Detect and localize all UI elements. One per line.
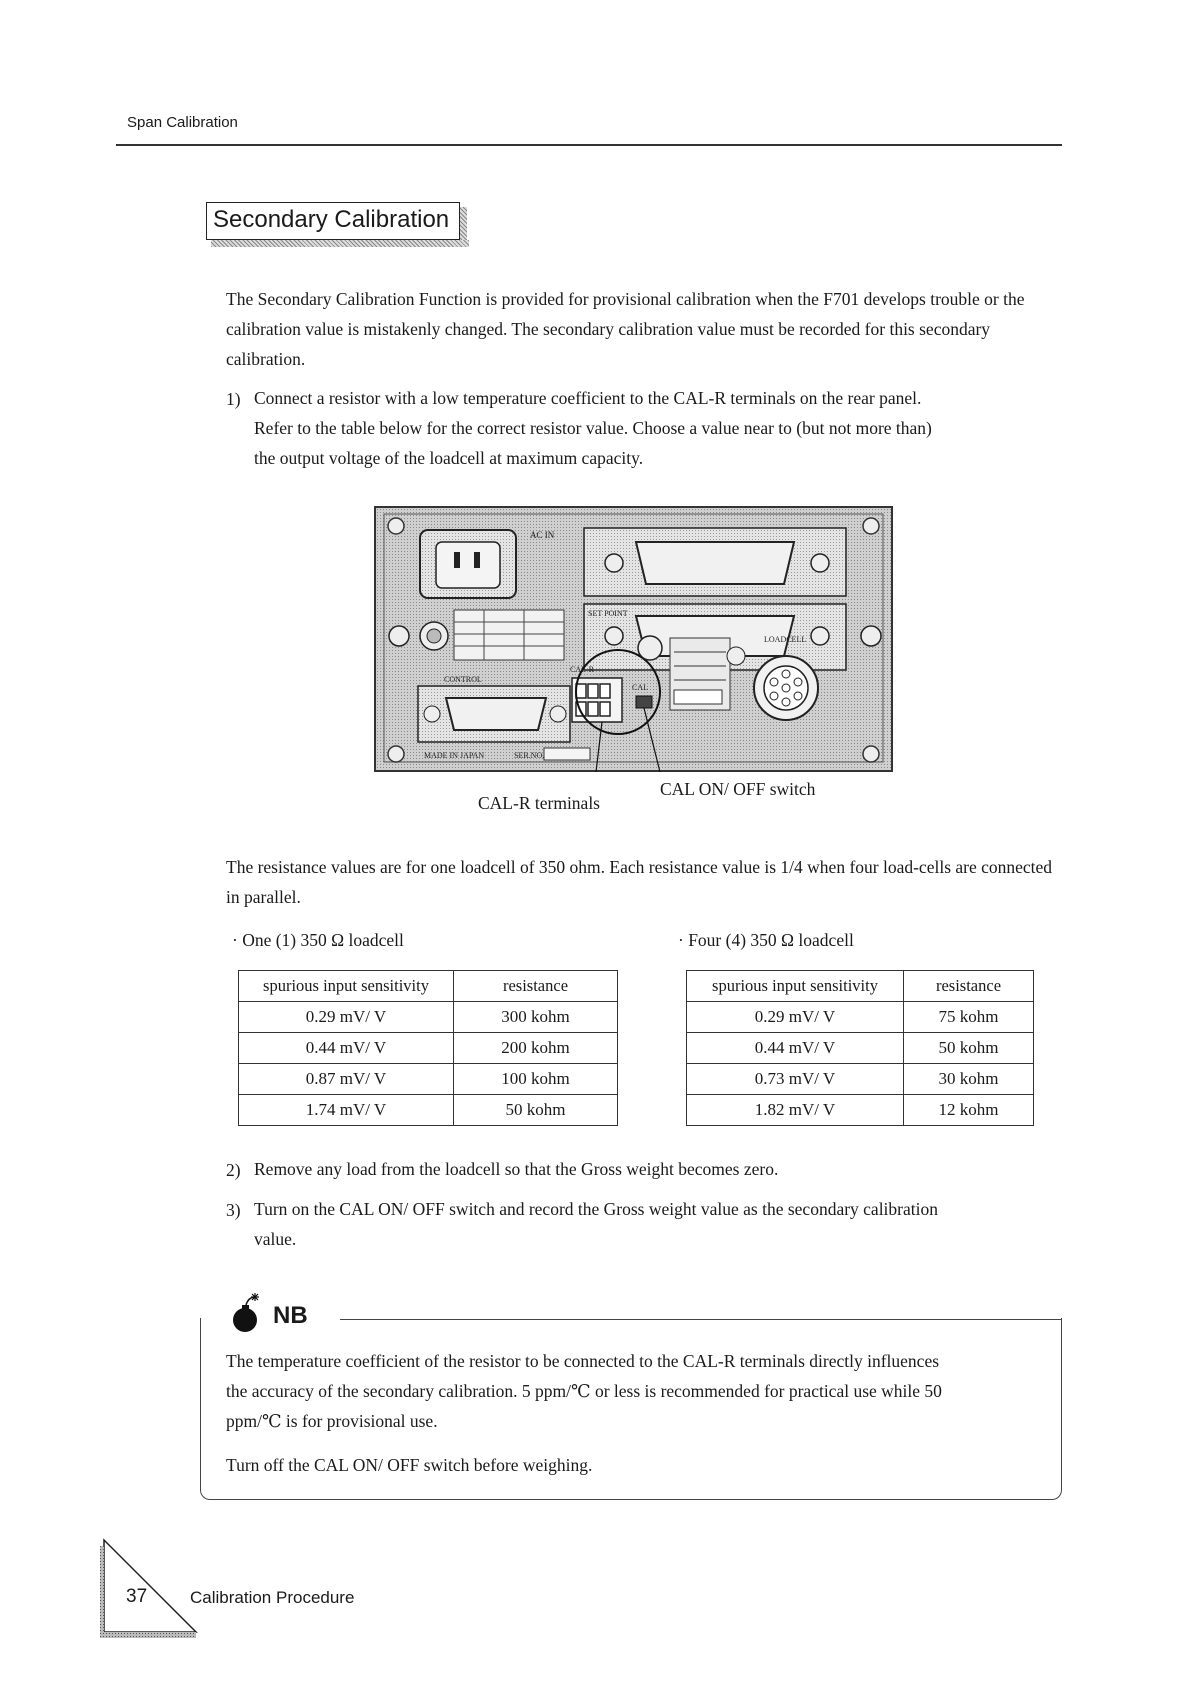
- table-cell: 0.29 mV/ V: [239, 1002, 454, 1033]
- table-row: [239, 1033, 618, 1064]
- bomb-icon: [228, 1292, 264, 1336]
- step-number: 2): [226, 1160, 241, 1180]
- table-row: [687, 1002, 1034, 1033]
- table-cell: 75 kohm: [904, 1002, 1034, 1033]
- panel-control-label: CONTROL: [444, 675, 482, 684]
- rear-panel-figure: [374, 506, 893, 772]
- nb-line: The temperature coefficient of the resistor to be connected to the CAL-R terminals directly influences: [226, 1351, 940, 1371]
- table-row: [239, 1095, 618, 1126]
- step-3-text: [254, 1194, 1054, 1254]
- step-line: the output voltage of the loadcell at maximum capacity.: [254, 448, 644, 468]
- step-number: 3): [226, 1200, 241, 1220]
- cal-r-terminals-label: CAL-R terminals: [478, 793, 600, 813]
- page-corner-triangle: [100, 1528, 200, 1638]
- step-line: value.: [254, 1229, 297, 1249]
- title-box-shadow-bottom: [211, 240, 469, 247]
- table-cell: 0.87 mV/ V: [239, 1064, 454, 1095]
- step-2-text: [254, 1154, 1054, 1184]
- table-header-cell: spurious input sensitivity: [687, 971, 904, 1002]
- panel-ser-no-label: SER.NO.: [514, 751, 545, 760]
- cal-switch-label: CAL ON/ OFF switch: [660, 779, 816, 799]
- table-cell: 30 kohm: [904, 1064, 1034, 1095]
- table-header-row: [687, 971, 1034, 1002]
- section-title: Secondary Calibration: [213, 206, 450, 233]
- table-cell: 0.29 mV/ V: [687, 1002, 904, 1033]
- nb-paragraph-1: [226, 1346, 1056, 1436]
- table-cell: 200 kohm: [454, 1033, 618, 1064]
- table-row: [239, 1064, 618, 1095]
- table-row: [687, 1033, 1034, 1064]
- panel-cal-r-label: CAL-R: [570, 665, 594, 674]
- step-line: Connect a resistor with a low temperature coefficient to the CAL-R terminals on the rear panel.: [254, 388, 922, 408]
- nb-line: ppm/℃ is for provisional use.: [226, 1411, 438, 1431]
- panel-set-point-label: SET POINT: [588, 609, 628, 618]
- panel-loadcell-label: LOADCELL: [764, 635, 807, 644]
- panel-cal-label: CAL: [632, 683, 648, 692]
- running-header: Span Calibration: [127, 114, 238, 131]
- table-row: [239, 1002, 618, 1033]
- table-cell: 50 kohm: [904, 1033, 1034, 1064]
- nb-line: the accuracy of the secondary calibration. 5 ppm/℃ or less is recommended for practical use while 50: [226, 1381, 942, 1401]
- nb-paragraph-2: Turn off the CAL ON/ OFF switch before weighing.: [226, 1455, 593, 1475]
- table-one-loadcell: [238, 970, 618, 1126]
- table-row: [687, 1064, 1034, 1095]
- step-line: Turn on the CAL ON/ OFF switch and record the Gross weight value as the secondary calibration: [254, 1199, 938, 1219]
- page-number: 37: [126, 1586, 148, 1607]
- intro-paragraph: The Secondary Calibration Function is provided for provisional calibration when the F701 develops trouble or the calibration value is mistakenly changed. The secondary calibration value must be recorded for this secondary calibration.: [226, 289, 1025, 369]
- step-1-text: [254, 383, 1054, 473]
- table-header-row: [239, 971, 618, 1002]
- table-cell: 0.44 mV/ V: [239, 1033, 454, 1064]
- panel-made-in-label: MADE IN JAPAN: [424, 751, 485, 760]
- header-rule: [116, 144, 1062, 146]
- table-cell: 50 kohm: [454, 1095, 618, 1126]
- table-four-loadcell: [686, 970, 1034, 1126]
- step-line: Remove any load from the loadcell so that the Gross weight becomes zero.: [254, 1159, 779, 1179]
- section-title-box: [206, 202, 460, 240]
- table-cell: 0.44 mV/ V: [687, 1033, 904, 1064]
- table-cell: 0.73 mV/ V: [687, 1064, 904, 1095]
- table-one-title: · One (1) 350 Ω loadcell: [232, 930, 404, 950]
- table-cell: 100 kohm: [454, 1064, 618, 1095]
- table-cell: 1.74 mV/ V: [239, 1095, 454, 1126]
- panel-ac-in-label: AC IN: [530, 530, 555, 540]
- nb-label: NB: [273, 1302, 308, 1329]
- step-line: Refer to the table below for the correct resistor value. Choose a value near to (but not more than): [254, 418, 932, 438]
- step-number: 1): [226, 389, 241, 409]
- table-header-cell: spurious input sensitivity: [239, 971, 454, 1002]
- resistance-note: The resistance values are for one loadcell of 350 ohm. Each resistance value is 1/4 when four load-cells are connected in parallel.: [226, 857, 1053, 907]
- table-cell: 12 kohm: [904, 1095, 1034, 1126]
- table-header-cell: resistance: [904, 971, 1034, 1002]
- footer-chapter-title: Calibration Procedure: [190, 1588, 355, 1607]
- table-cell: 1.82 mV/ V: [687, 1095, 904, 1126]
- nb-top-rule: [340, 1319, 1062, 1320]
- table-cell: 300 kohm: [454, 1002, 618, 1033]
- table-row: [687, 1095, 1034, 1126]
- table-header-cell: resistance: [454, 971, 618, 1002]
- table-four-title: · Four (4) 350 Ω loadcell: [678, 930, 854, 950]
